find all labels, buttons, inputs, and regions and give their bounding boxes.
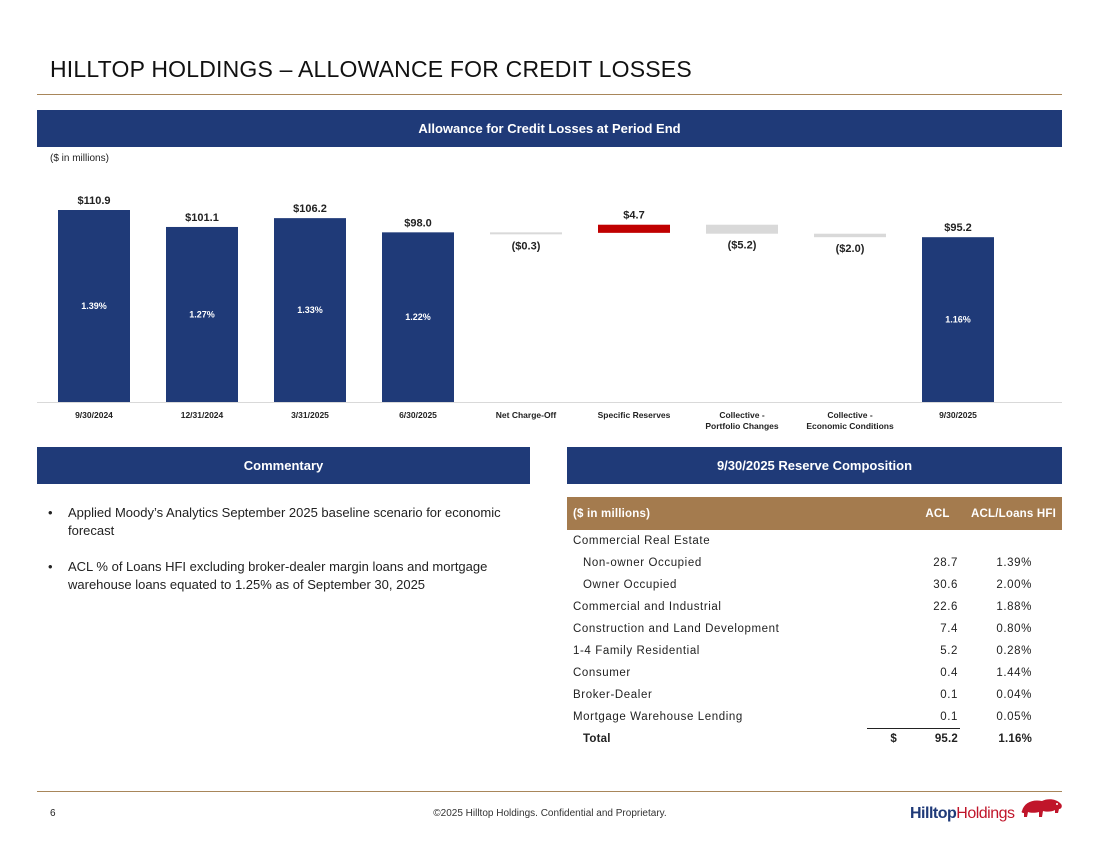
footer-divider [37, 791, 1062, 792]
title-divider [37, 94, 1062, 95]
page-number: 6 [50, 808, 56, 819]
ratio-label: 1.16% [945, 314, 971, 325]
row-acl: 28.7 [933, 557, 958, 569]
table-row [567, 530, 1062, 552]
category-label: 3/31/2025 [291, 410, 329, 420]
logo-light-text: Holdings [956, 805, 1015, 822]
table-row [567, 640, 1062, 662]
header-blank [867, 497, 897, 530]
category-label: Specific Reserves [597, 410, 671, 420]
header-acl: ACL [897, 497, 960, 530]
row-acl: 22.6 [933, 601, 958, 613]
row-ratio: 0.28% [996, 645, 1032, 657]
table-header-row [567, 497, 1062, 530]
bison-icon [1018, 797, 1064, 823]
row-ratio: 1.39% [996, 557, 1032, 569]
commentary-text: ACL % of Loans HFI excluding broker-dealer margin loans and mortgage warehouse loans equated to 1.25% as of September 30, 2025 [68, 559, 488, 592]
total-acl: 95.2 [934, 733, 958, 746]
commentary-text: Applied Moody’s Analytics September 2025 baseline scenario for economic forecast [68, 505, 501, 538]
commentary-item [48, 504, 518, 540]
commentary-item [48, 558, 518, 594]
category-label: Economic Conditions [806, 421, 894, 431]
row-name: Non-owner Occupied [583, 557, 702, 569]
data-label: $110.9 [77, 195, 111, 207]
data-label: $106.2 [293, 203, 327, 216]
logo-bold-text: Hilltop [910, 805, 957, 822]
chart-banner: Allowance for Credit Losses at Period End [37, 110, 1062, 147]
bar-decrease [490, 232, 562, 234]
header-units: ($ in millions) [567, 497, 867, 530]
row-ratio: 0.04% [996, 689, 1032, 701]
bullet-glyph: • [48, 505, 53, 520]
ratio-label: 1.22% [405, 312, 431, 323]
data-label: $95.2 [944, 222, 972, 235]
data-label: ($0.3) [511, 240, 541, 253]
table-row [567, 552, 1062, 574]
row-acl: 30.6 [933, 579, 958, 591]
row-acl: 0.1 [940, 689, 958, 701]
data-label: $98.0 [404, 217, 432, 230]
waterfall-chart [37, 172, 1062, 438]
commentary-banner: Commentary [37, 447, 530, 484]
units-label: ($ in millions) [50, 153, 109, 164]
row-acl: 5.2 [940, 645, 958, 657]
bar-decrease [706, 225, 778, 234]
category-label: 12/31/2024 [180, 410, 224, 420]
row-name: Commercial Real Estate [573, 535, 711, 547]
row-name: 1-4 Family Residential [573, 645, 700, 657]
header-ratio: ACL/Loans HFI [960, 497, 1062, 530]
row-name: Owner Occupied [583, 579, 678, 591]
data-label: $4.7 [623, 209, 645, 222]
bar-decrease [814, 234, 886, 237]
row-ratio [960, 530, 1062, 552]
row-name: Commercial and Industrial [573, 601, 722, 613]
category-label: Collective - [827, 410, 873, 420]
hilltop-logo [910, 797, 1064, 823]
category-label: Portfolio Changes [705, 421, 779, 431]
data-label: $101.1 [185, 211, 219, 224]
category-label: 9/30/2025 [939, 410, 977, 420]
row-ratio: 1.44% [996, 667, 1032, 679]
row-ratio: 0.05% [996, 711, 1032, 723]
row-name: Construction and Land Development [573, 623, 780, 635]
category-label: 6/30/2025 [399, 410, 437, 420]
table-row [567, 596, 1062, 618]
logo-wordmark [910, 805, 1015, 823]
total-ratio: 1.16% [998, 733, 1032, 745]
footer-copyright: ©2025 Hilltop Holdings. Confidential and Proprietary. [433, 808, 667, 819]
table-row [567, 684, 1062, 706]
reserve-composition-table [567, 497, 1062, 750]
data-label: ($2.0) [835, 243, 865, 256]
row-name: Broker-Dealer [573, 689, 653, 701]
row-acl: 0.4 [940, 667, 958, 679]
row-ratio: 2.00% [996, 579, 1032, 591]
row-name: Mortgage Warehouse Lending [573, 711, 743, 723]
table-row [567, 618, 1062, 640]
page-title: HILLTOP HOLDINGS – ALLOWANCE FOR CREDIT LOSSES [50, 56, 692, 82]
ratio-label: 1.27% [189, 309, 215, 320]
bar-increase [598, 225, 670, 233]
row-ratio: 0.80% [996, 623, 1032, 635]
bullet-glyph: • [48, 559, 53, 574]
category-label: 9/30/2024 [75, 410, 113, 420]
category-label: Net Charge-Off [495, 410, 557, 420]
total-label: Total [583, 733, 611, 745]
total-dollar-sign: $ [890, 733, 897, 746]
data-label: ($5.2) [727, 239, 757, 252]
row-ratio: 1.88% [996, 601, 1032, 613]
commentary-section [48, 504, 518, 612]
row-acl: 0.1 [897, 706, 960, 728]
row-name: Consumer [573, 667, 631, 679]
ratio-label: 1.39% [81, 301, 107, 311]
table-row [567, 574, 1062, 596]
table-row [567, 662, 1062, 684]
ratio-label: 1.33% [297, 305, 323, 316]
category-label: Collective - [719, 410, 765, 420]
total-row [567, 728, 1062, 750]
row-acl [897, 530, 960, 552]
table-row [567, 706, 1062, 728]
row-acl: 7.4 [940, 623, 958, 635]
reserve-banner: 9/30/2025 Reserve Composition [567, 447, 1062, 484]
